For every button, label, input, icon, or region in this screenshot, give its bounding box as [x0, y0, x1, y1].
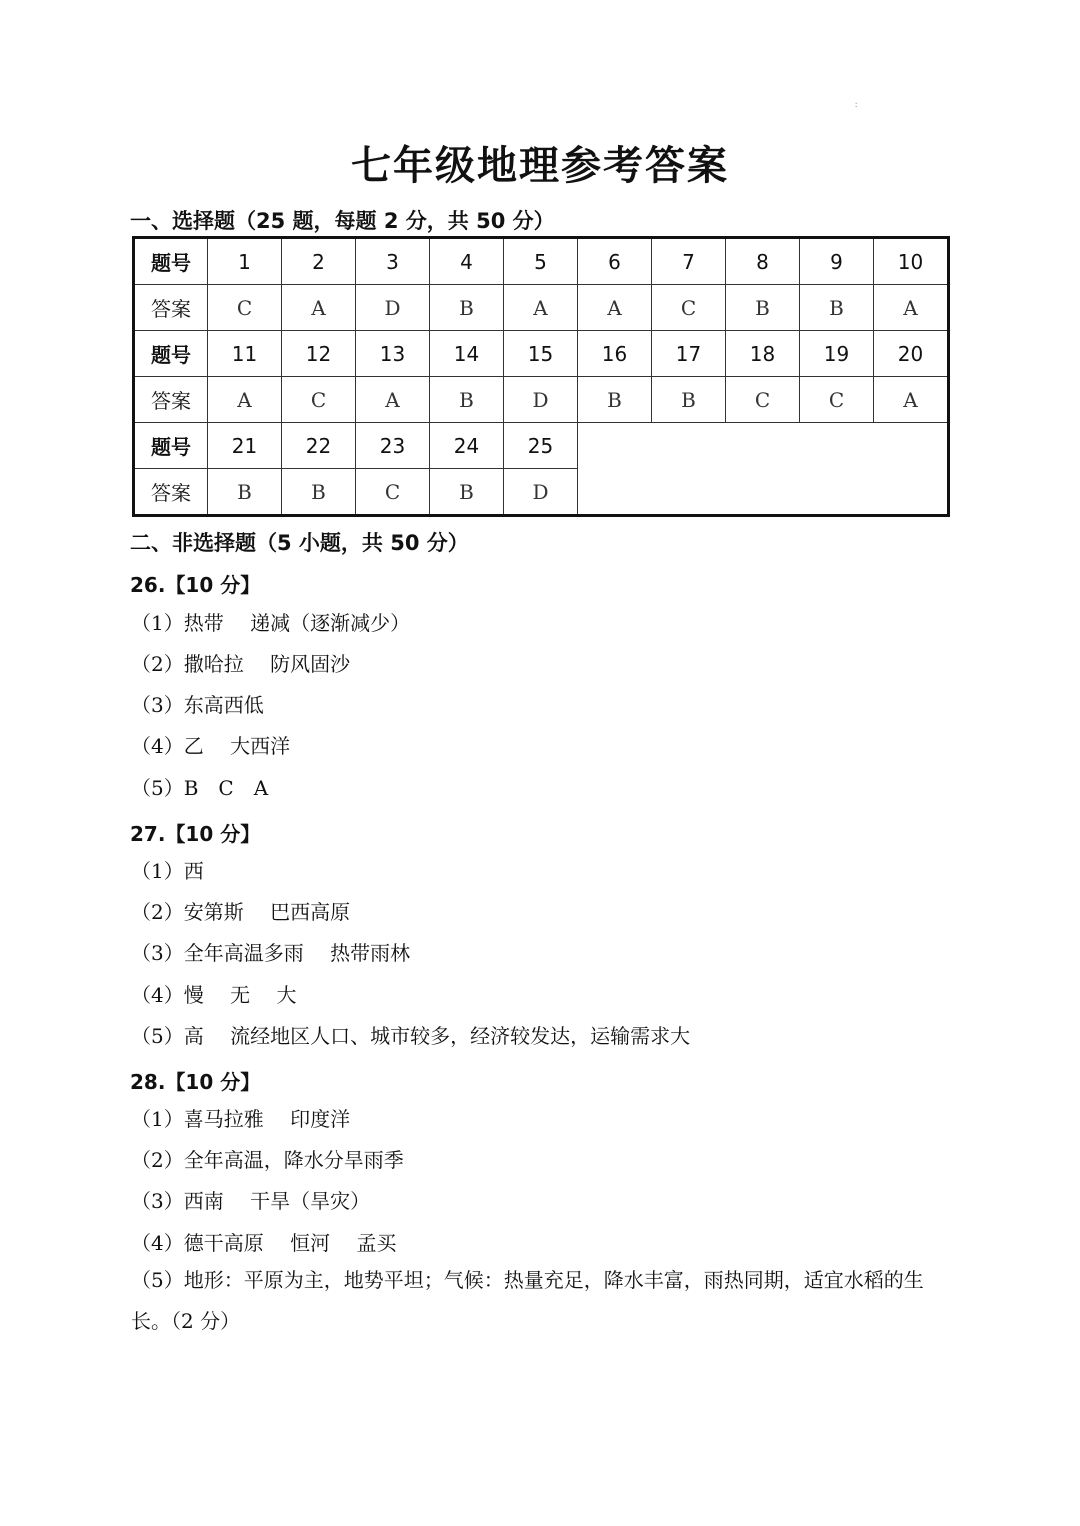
answer-cell: D	[356, 285, 430, 331]
row-label-answer: 答案	[134, 285, 208, 331]
answer-line: （3）东高西低	[131, 693, 264, 717]
answer-line: （5）B C A	[131, 776, 269, 800]
answer-line: （4）慢 无 大	[131, 983, 297, 1007]
empty-cell	[578, 423, 949, 516]
answer-cell: B	[430, 469, 504, 516]
answer-cell: B	[578, 377, 652, 423]
answer-line: （1）喜马拉雅 印度洋	[131, 1107, 351, 1131]
answer-line: （2）安第斯 巴西高原	[131, 900, 351, 924]
answer-cell: C	[726, 377, 800, 423]
answer-cell: D	[504, 469, 578, 516]
table-row	[134, 423, 949, 469]
question-number: 13	[356, 331, 430, 377]
answer-cell: A	[874, 285, 949, 331]
answer-line: （5）地形：平原为主，地势平坦；气候：热量充足，降水丰富，雨热同期，适宜水稻的生长。（2 分）	[131, 1268, 924, 1333]
row-label-question: 题号	[134, 331, 208, 377]
answer-cell: B	[282, 469, 356, 516]
answer-cell: B	[652, 377, 726, 423]
question-number: 22	[282, 423, 356, 469]
section1-heading: 一、选择题（25 题，每题 2 分，共 50 分）	[130, 209, 555, 233]
answer-line: （2）全年高温，降水分旱雨季	[131, 1148, 404, 1172]
row-label-answer: 答案	[134, 377, 208, 423]
answer-cell: C	[282, 377, 356, 423]
answer-line: （4）德干高原 恒河 孟买	[131, 1231, 397, 1255]
question-title: 26.【10 分】	[130, 573, 261, 597]
section2-heading: 二、非选择题（5 小题，共 50 分）	[130, 531, 469, 555]
question-number: 15	[504, 331, 578, 377]
answer-line: （1）热带 递减（逐渐减少）	[131, 611, 411, 635]
answer-cell: B	[208, 469, 282, 516]
table-row	[134, 238, 949, 285]
row-label-answer: 答案	[134, 469, 208, 516]
answer-cell: D	[504, 377, 578, 423]
question-number: 8	[726, 238, 800, 285]
question-number: 10	[874, 238, 949, 285]
table-row	[134, 285, 949, 331]
answer-cell: A	[356, 377, 430, 423]
question-number: 12	[282, 331, 356, 377]
answer-line: （5）高 流经地区人口、城市较多，经济较发达，运输需求大	[131, 1024, 691, 1048]
answer-cell: A	[874, 377, 949, 423]
answer-cell: C	[800, 377, 874, 423]
question-number: 24	[430, 423, 504, 469]
question-number: 4	[430, 238, 504, 285]
page-title: 七年级地理参考答案	[351, 142, 729, 189]
question-number: 1	[208, 238, 282, 285]
question-number: 2	[282, 238, 356, 285]
question-number: 25	[504, 423, 578, 469]
question-number: 18	[726, 331, 800, 377]
answer-table	[132, 236, 950, 517]
row-label-question: 题号	[134, 423, 208, 469]
question-number: 21	[208, 423, 282, 469]
answer-cell: B	[800, 285, 874, 331]
question-number: 5	[504, 238, 578, 285]
answer-cell: B	[430, 377, 504, 423]
row-label-question: 题号	[134, 238, 208, 285]
question-number: 3	[356, 238, 430, 285]
answer-line: （2）撒哈拉 防风固沙	[131, 652, 351, 676]
question-number: 16	[578, 331, 652, 377]
answer-cell: A	[282, 285, 356, 331]
answer-cell: A	[504, 285, 578, 331]
question-title: 28.【10 分】	[130, 1070, 261, 1094]
question-number: 7	[652, 238, 726, 285]
question-number: 17	[652, 331, 726, 377]
answer-cell: C	[208, 285, 282, 331]
answer-line: （3）西南 干旱（旱灾）	[131, 1189, 371, 1213]
answer-cell: C	[652, 285, 726, 331]
table-row	[134, 377, 949, 423]
answer-cell: C	[356, 469, 430, 516]
answer-cell: B	[726, 285, 800, 331]
question-number: 6	[578, 238, 652, 285]
question-number: 20	[874, 331, 949, 377]
question-number: 11	[208, 331, 282, 377]
question-number: 9	[800, 238, 874, 285]
answer-line: （4）乙 大西洋	[131, 734, 291, 758]
answer-cell: A	[208, 377, 282, 423]
corner-mark: ː	[855, 100, 858, 109]
question-number: 19	[800, 331, 874, 377]
answer-cell: A	[578, 285, 652, 331]
answer-cell: B	[430, 285, 504, 331]
answer-line: （3）全年高温多雨 热带雨林	[131, 941, 411, 965]
question-number: 23	[356, 423, 430, 469]
question-title: 27.【10 分】	[130, 822, 261, 846]
table-row	[134, 331, 949, 377]
question-number: 14	[430, 331, 504, 377]
answer-line: （1）西	[131, 859, 204, 883]
